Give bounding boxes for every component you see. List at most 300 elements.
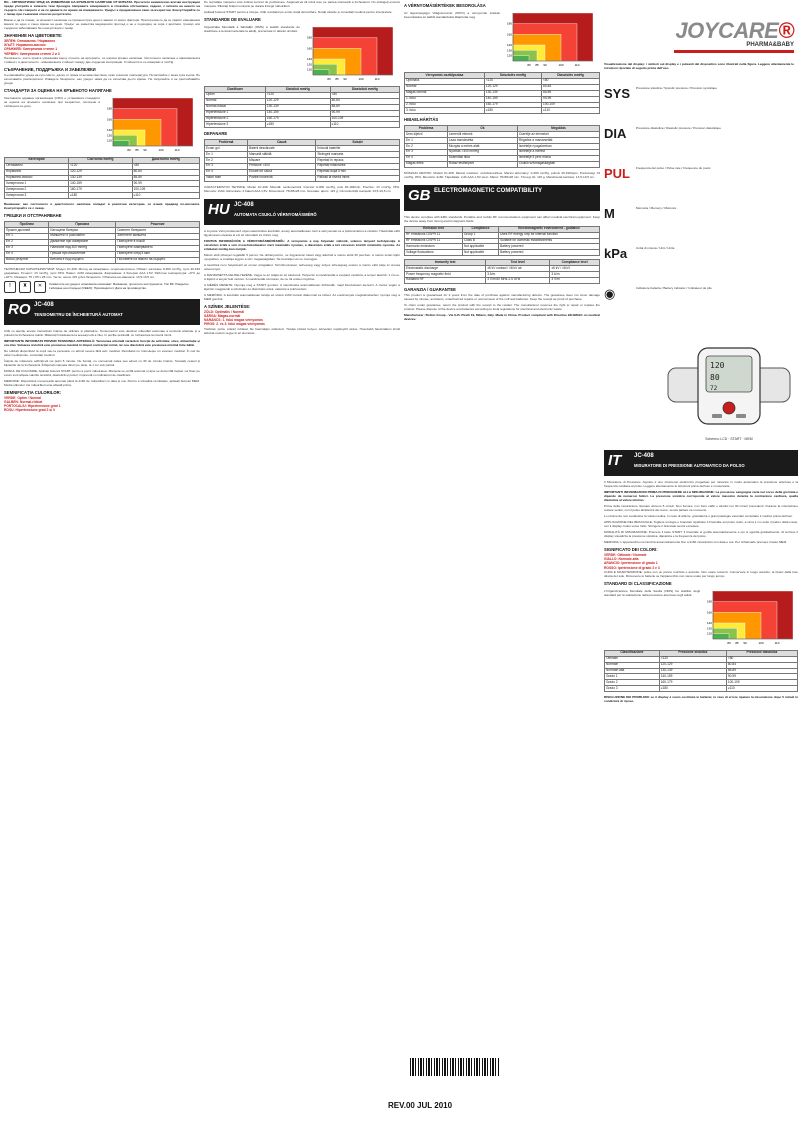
cell: Power frequency magnetic field — [405, 272, 486, 278]
battery-text: Indicatore batteria / Battery indicator / Indicateur de pile — [636, 286, 712, 290]
th: Clasificare — [205, 87, 266, 93]
cell: Grado 3 — [605, 686, 660, 692]
it-section-title: STANDARD DI CLASSIFICAZIONE — [604, 580, 672, 586]
cell: Ridicați la nivelul inimii — [316, 175, 400, 181]
y-tick-label: 120 — [306, 67, 312, 72]
column-bg-section — [4, 0, 200, 1146]
cell: 85-89 — [330, 104, 399, 110]
x-tick-label: 80 — [727, 640, 731, 645]
th: Diastolică mmHg — [330, 87, 399, 93]
logo-brand-a: JOYCARE — [675, 18, 779, 43]
pul-text: Frequenza del polso / Pulse rate / Fréquence du pouls — [636, 166, 711, 170]
column-hu-gb — [404, 0, 600, 1146]
hu-band-title: AUTOMATA CSUKLÓ VÉRNYOMÁSMÉRŐ — [234, 211, 317, 217]
cell: Err 4 — [5, 251, 49, 257]
logo-brand — [674, 18, 794, 44]
y-tick-label: 180 — [306, 35, 312, 40]
cell: Ismételje 5 perc múlva — [517, 155, 599, 161]
cell: Празен дисплей — [5, 228, 49, 234]
th: Szisztolés mmHg — [484, 73, 541, 79]
guarantee-title: GARANZIA / GUARANTEE — [404, 286, 456, 292]
x-tick-label: 90 — [143, 147, 147, 152]
ro-para-4: Înainte de măsurare odihniți-vă cel puțin 5 minute. Nu fumați, nu consumați cafea sau alcool cu 30 de minute înainte. Scoateți ceasul și bijuteriile de la încheietură. Înfășurați manșeta direct pe piele, la 1 cm sub palmă. — [4, 358, 200, 367]
cell: Normale-alta — [605, 668, 660, 674]
sys-text: Pressione sistolica / Systolic pressure / Pression systolique — [636, 86, 717, 90]
cell: Изтощени батерии — [49, 228, 116, 234]
cell: Hipertensiune 1 — [205, 110, 266, 116]
cell: Optim — [205, 92, 266, 98]
cell: Manșetă slăbită — [248, 152, 316, 158]
cell: ≥180 — [265, 122, 330, 128]
cell: Хипертония 1 — [5, 181, 69, 187]
x-tick-label: 90 — [343, 77, 347, 81]
th: Probléma — [405, 126, 448, 132]
cell: Lemerült elemek — [447, 132, 517, 138]
bg-warn-0: ЗЕЛЕН: Оптимално / Нормално — [4, 39, 56, 43]
th: Категория — [5, 157, 69, 163]
it-para-3: Prima della misurazione riposare almeno 5 minuti. Non fumare, non bere caffè o alcolici nei 30 minuti precedenti. Durante la misurazione restare seduti, con il polso all'altezza del cuore, senza parlare né muoversi. — [604, 504, 798, 512]
hu-para-5: A MANDZSETTA FELHELYEZÉSE: Vegye le az óráját és az ékszereit. Helyezze a mandzsettát a csupasz csuklóra, a tenyér alatt kb. 1 cm-re. A kijelző a tenyér felé nézzen. A mandzsettát szorosan, de ne túl erősen rögzítse. — [204, 272, 400, 281]
logo-tag: PHARMA&BABY — [746, 42, 794, 48]
cell: 80-84 — [132, 169, 199, 175]
th: Решение — [116, 222, 200, 228]
cell: Uses RF energy only for internal function — [499, 232, 600, 238]
display-legend — [604, 86, 798, 326]
legend-row — [604, 86, 798, 126]
cell: Ecran gol — [205, 146, 248, 152]
y-tick-label: 140 — [506, 43, 512, 47]
th: Immunity test — [405, 260, 486, 266]
gb-lang-code: GB — [408, 186, 431, 204]
th: Compliance level — [550, 260, 600, 266]
cell: ≥180 — [69, 193, 133, 199]
it-chart-note: L'Organizzazione Mondiale della Sanità (OMS) ha stabilito degli standard per la valutazione della pressione arteriosa negli adulti. — [604, 588, 700, 597]
bp-chart-it — [703, 589, 795, 647]
cell: ≥110 — [132, 193, 199, 199]
hu-section: A VÉRNYOMÁSÉRTÉKEK BESOROLÁSA — [404, 3, 486, 8]
bg-intro-2: Важно е да се помни, че кръвното налягане се променя през деня и зависи от много фактори. Препоръчва се да се правят измервания винаги по едно и също време на деня. Уредът не замества медицински преглед и не е подходящ за хора с аритмия, тремор или сърдечни заболявания без консултация с лекар. — [4, 18, 200, 30]
cell: 3 A/m — [486, 272, 550, 278]
cell: 90-99 — [132, 181, 199, 187]
cell: 140-159 — [69, 181, 133, 187]
device-caption: Schermo LCD · START · MEM — [705, 437, 753, 441]
cell: Strângeți manșeta — [316, 152, 400, 158]
cell: Group 1 — [462, 232, 498, 238]
cell: Повторете измерването — [116, 245, 200, 251]
hu-error-table — [404, 125, 600, 167]
bf-type-icon: ♜ — [19, 281, 31, 293]
cell: 100-109 — [330, 116, 399, 122]
cell: 80-84 — [542, 84, 600, 90]
hu-warn-3: PIROS: 2. és 3. fokú magas vérnyomás — [204, 322, 265, 327]
table-row — [405, 108, 600, 114]
cell: Err 4 — [205, 169, 248, 175]
cell: Err 4 — [405, 155, 448, 161]
x-tick-label: 100 — [558, 63, 564, 67]
emc-immunity-table — [404, 259, 600, 284]
bg-symbols — [4, 281, 200, 293]
cell: ±6 kV contact / ±8 kV air — [486, 266, 550, 272]
cell: ≥110 — [726, 686, 797, 692]
table-row — [405, 161, 600, 167]
cell: 90-99 — [330, 110, 399, 116]
y-tick-label: 130 — [306, 62, 312, 67]
hu-chart-note: Az Egészségügyi Világszervezet (WHO) a vérnyomás értékek besorolására az alábbi standardokat állapította meg. — [404, 11, 500, 19]
cell: Rögzítse a mandzsettát — [517, 138, 599, 144]
y-tick-label: 130 — [706, 626, 712, 631]
x-tick-label: 85 — [735, 640, 739, 645]
sys-label: SYS — [604, 86, 631, 101]
x-tick-label: 110 — [374, 77, 380, 81]
table-row — [405, 250, 600, 256]
cell: Csukló szívmagasságban — [517, 161, 599, 167]
cell: 2. fokú — [405, 102, 485, 108]
cell: 85-89 — [542, 90, 600, 96]
cell: Затегнете маншета — [116, 233, 200, 239]
cell: Grado 1 — [605, 674, 660, 680]
x-tick-label: 110 — [774, 640, 780, 645]
th: Emission test — [405, 226, 463, 232]
ro-para-3: Nu utilizați dispozitivul la copii sau la persoane cu aritmii severe fără aviz medical. Rezultatul nu înlocuiește un examen medical. În caz de valori neobișnuite, consultați medicul. — [4, 348, 200, 357]
cell: <120 — [659, 656, 726, 662]
cell: 90-99 — [542, 96, 600, 102]
hu-para-2: FONTOS INFORMÁCIÓK A VÉRNYOMÁSMÉRÉSRŐL: A vérnyomás a nap folyamán változik, számos tényező befolyásolja. A szisztolés érték a szív összehúzódásakor mért maximális nyomás, a diasztolés érték a két szívverés közötti minimális nyomás. Az értékeket mmHg-ban mérjük. — [204, 238, 400, 251]
bp-chart-svg — [103, 96, 195, 154]
cell: 130-139 — [69, 175, 133, 181]
th: Classificazione — [605, 650, 660, 656]
ro-chart-note: Organizația Mondială a Sănătății (OMS) a stabilit standarde de clasificare a tensiunii arteriale la adulți, prezentate în tabelul următor. — [204, 25, 300, 33]
it-para-9: RISOLUZIONE DEI PROBLEMI: se il display è vuoto sostituire le batterie; in caso di errore ripetere la misurazione dopo 5 minuti in condizioni di riposo. — [604, 695, 798, 704]
x-tick-label: 80 — [327, 77, 331, 81]
cell: Ismételje nyugalomban — [517, 144, 599, 150]
cell: Class B — [462, 238, 498, 244]
cell: <120 — [484, 78, 541, 84]
hu-warn-1: SÁRGA: Magas-normál — [204, 313, 241, 318]
barcode — [410, 1058, 500, 1076]
cell: Üres kijelző — [405, 132, 448, 138]
device-illustration — [664, 340, 794, 443]
hu-warn-2: NARANCS: 1. fokú magas vérnyomás — [204, 318, 263, 323]
logo-bar — [674, 50, 794, 53]
cell: Normal-ridicat — [205, 104, 266, 110]
y-tick-label: 120 — [106, 138, 112, 143]
cell: Înlocuiți bateriile — [316, 146, 400, 152]
th: Диастолно mmHg — [132, 157, 199, 163]
column-ro-hu — [204, 0, 400, 1146]
bg-para-4: Съхранявайте уреда на сухо място, далеч от пряка слънчева светлина, прах и високи температури. Почиствайте с мека суха кърпа. Не използвайте разтворители. Извадете батериите, ако уредът няма да се използва дълго време. Не изпускайте и не разглобявайте уреда. — [4, 72, 200, 85]
cell: Laza mandzsetta — [447, 138, 517, 144]
cell: 160-179 — [484, 102, 541, 108]
ro-section-1: STANDARDE DE EVALUARE — [204, 17, 261, 22]
y-tick-label: 130 — [506, 48, 512, 53]
x-tick-label: 100 — [358, 77, 364, 81]
bg-warn-title: ЗНАЧЕНИЕ НА ЦВЕТОВЕТЕ: — [4, 33, 63, 38]
bg-class-table — [4, 157, 200, 199]
bg-spec: ТЕХНИЧЕСКИ ХАРАКТЕРИСТИКИ: Модел JC-408. Метод на измерване: осцилометричен. Обхват: налягане 0-300 mmHg, пулс 40-199 удара/мин. Точност: ±3 mmHg, пулс ±5%. Памет: 2x60 измервания. Захранване: 2 батерии AAA 1,5V. Работна температура: +5°C до +40°C. Размери: 75 x 65 x 28 mm. Тегло: около 115 g без батериите. Обиколка на маншета: 13,5-19,5 cm. — [4, 266, 200, 279]
it-para-4: Lo strumento non sostituisce la visita medica. In caso di aritmie, gravidanza o gravi patologie vascolari consultare il medico prima dell'uso. — [604, 514, 793, 518]
x-tick-label: 110 — [174, 147, 180, 152]
zone-optimal — [313, 70, 329, 75]
cell: Optimális — [405, 78, 485, 84]
gb-header-band — [404, 185, 600, 211]
cell: 120-129 — [69, 169, 133, 175]
gb-band-title: ELECTROMAGNETIC COMPATIBILITY — [434, 187, 543, 194]
hu-model: JC-408 — [234, 201, 254, 208]
table-row — [5, 257, 200, 263]
it-warn-title: SIGNIFICATO DEI COLORI: — [604, 547, 658, 552]
it-warn-3: ROSSO: Ipertensione di grado 2 e 3 — [604, 565, 660, 570]
cell: Eroare de calcul — [248, 169, 316, 175]
cell: Err 3 — [205, 163, 248, 169]
cell: RF emissions CISPR 11 — [405, 232, 463, 238]
legend-row — [604, 166, 798, 206]
ro-para-2: IMPORTANTE INFORMAȚII PRIVIND TENSIUNEA ARTERIALĂ: Tensiunea arterială variază în funcție de activitate, stres, alimentație și ora zilei. Valoarea sistolică este presiunea maximă în timpul contracției inimii, iar cea diastolică este presiunea minimă între bătăi. — [4, 338, 200, 347]
cell: Err 3 — [5, 245, 49, 251]
it-intro: Visualizzazione del display: i simboli sul display e i pulsanti del dispositivo sono illustrati nella figura. Leggere attentamente le istruzioni riportate di seguito prima dell'uso. — [604, 62, 794, 70]
gb-para-1: This device complies with EMC standards. Portable and mobile RF communications equipment can affect medical electrical equipment. Keep the device away from strong electromagnetic fields. — [404, 214, 600, 223]
y-tick-label: 180 — [106, 106, 112, 111]
battery-label: ◉ — [604, 286, 616, 301]
x-tick-label: 80 — [527, 63, 531, 67]
cell: 120-129 — [265, 98, 330, 104]
cell: <120 — [69, 163, 133, 169]
cell: 130-139 — [484, 90, 541, 96]
ro-warn-0: VERDE: Optim / Normal — [4, 395, 42, 400]
th: Pressione diastolica — [726, 650, 797, 656]
cell: Grado 2 — [605, 680, 660, 686]
x-tick-label: 90 — [543, 63, 547, 67]
bp-chart-hu — [503, 11, 595, 69]
cell: Err 1 — [205, 152, 248, 158]
y-tick-label: 140 — [106, 127, 112, 132]
table-row — [5, 193, 200, 199]
it-para-2: IMPORTANTI INFORMAZIONI PRIMA DI PROCEDERE ALLA MISURAZIONE: La pressione sanguigna varia nel corso della giornata e dipende da numerosi fattori. La pressione sistolica corrisponde al valore massimo durante la contrazione cardiaca, quella diastolica al valore minimo. — [604, 490, 798, 502]
bg-warn-2: ОРАНЖЕВ: Хипертония степен 1 — [4, 47, 58, 52]
hu-warn-0: ZÖLD: Optimális / Normál — [204, 309, 245, 314]
th: Sistolică mmHg — [265, 87, 330, 93]
table-row — [405, 277, 600, 283]
bg-para-5: Внимание: ако систолното и диастолното налягане попадат в различни категории, се взема предвид по-високата. Консултирайте се с лекар. — [4, 202, 200, 211]
cell: Хипертония 2 — [5, 187, 69, 193]
y-tick-label: 130 — [106, 133, 112, 138]
cell: Нормално — [5, 169, 69, 175]
ro-spec: CARACTERISTICI TEHNICE: Model JC-408. Metodă: oscilometrică. Interval: 0-300 mmHg, puls 40-199/min. Precizie: ±3 mmHg, ±5%. Memorie: 2x60. Alimentare: 2 baterii AAA 1,5V. Dimensiuni: 75x65x28 mm. Greutate: aprox. 115 g. Circumferință manșetă: 13,5-19,5 cm. — [204, 184, 400, 193]
x-tick-label: 85 — [535, 63, 539, 67]
cell: Движение при измерване — [49, 239, 116, 245]
mem-text: Memoria / Memory / Mémoire — [636, 206, 677, 210]
cell: Оптимално — [5, 163, 69, 169]
cell: Сменете батериите — [116, 228, 200, 234]
cell: 3 V/m — [550, 277, 600, 283]
cell: 80-84 — [330, 98, 399, 104]
hu-para-8: Tisztítás: puha, száraz ruhával. Ne használjon oldószert. Tárolja száraz helyen, közvetlen napfénytől védve. Hosszabb használaton kívüli időszak esetén vegye ki az elemeket. — [204, 326, 400, 335]
gb-para-4: Manufacturer: Bolton Group - Via G.B. Pirelli 19, Milano, Italy. Made in China. Product compliant with Directive 93/42/EEC on medical devices. — [404, 312, 600, 321]
cell: 100-109 — [132, 187, 199, 193]
it-para-1: Il Misuratore di Pressione Joycare è uno strumento elettronico progettato per misurare in modo automatico la pressione arteriosa e la frequenza cardiaca al polso. Leggere attentamente le istruzioni prima dell'uso e conservarle. — [604, 480, 798, 488]
kpa-text: Unità di misura / Unit / Unité — [636, 246, 675, 250]
zone-optimal — [713, 633, 729, 638]
cell: Ottimale — [605, 656, 660, 662]
y-tick-label: 160 — [506, 32, 512, 37]
cell: Not applicable — [462, 244, 498, 250]
cell: Hipertensiune 3 — [205, 122, 266, 128]
y-tick-label: 160 — [706, 610, 712, 615]
th: Problemă — [205, 140, 248, 146]
legend-row — [604, 206, 798, 246]
th: Diasztolés mmHg — [542, 73, 600, 79]
hu-para-4: A készülék nem helyettesíti az orvosi vizsgálatot. Szívritmuszavar, terhesség vagy súlyos érbetegség esetén a mérés előtt kérje ki orvosa véleményét. — [204, 262, 400, 271]
cell: Not applicable — [462, 250, 498, 256]
hu-para-3: Mérés előtt pihenjen legalább 5 percet. Ne dohányozzon, ne fogyasszon kávét vagy alkoholt a mérés előtti 30 percben. A mérés során üljön nyugodtan, a csuklója legyen a szív magasságában. Ne beszéljen és ne mozogjon. — [204, 252, 400, 261]
cell: Нормално-високо — [5, 175, 69, 181]
ro-model: JC-408 — [34, 301, 54, 308]
it-model: JC-408 — [634, 453, 654, 459]
cell: 160-179 — [69, 187, 133, 193]
cell: Rossz testhelyzet — [447, 161, 517, 167]
cell: 130-139 — [265, 104, 330, 110]
svg-text:120: 120 — [710, 361, 725, 370]
cell: 80-84 — [726, 662, 797, 668]
ro-warn-3: ROȘU: Hipertensiune grad 2 și 3 — [4, 408, 55, 413]
gb-para-3: To claim under guarantee, return the product with the receipt to the retailer. The manufacturer reserves the right to repair or replace the product. Please dispose of the device and batteries according to local regulations for electrical and electronic waste. — [404, 302, 600, 311]
it-band-title: MISURATORE DI PRESSIONE AUTOMATICO DA POLSO — [634, 463, 745, 468]
ro-c2-para-1: Pe suprafața manșetei este indicat semnul de poziționare. Asigurați-vă că tubul iese pe partea interioară a încheieturii. Nu strângeți excesiv manșeta. Păstrați brațul nemișcat pe durata întregii măsurători. — [204, 0, 400, 8]
y-tick-label: 180 — [706, 599, 712, 604]
bg-warn-1: ЖЪЛТ: Нормално-високо — [4, 43, 46, 48]
svg-text:72: 72 — [710, 385, 718, 392]
ro-band-title: TENSIOMETRU DE ÎNCHEIETURĂ AUTOMAT — [34, 311, 123, 317]
cell: 100-109 — [726, 680, 797, 686]
th: Test level — [486, 260, 550, 266]
hu-para-6: A MÉRÉS MENETE: Nyomja meg a START gombot. A mandzsetta automatikusan felfúvódik, majd fokozatosan leereszt. A mérés végén a kijelzőn megjelenik a szisztolés és diasztolés érték, valamint a pulzusszám. — [204, 282, 400, 291]
cell: Repetați după 5 min — [316, 169, 400, 175]
hu-class-table — [404, 72, 600, 114]
cell: Normale — [605, 662, 660, 668]
ro-class-table — [204, 86, 400, 128]
hu-lang-code: HU — [208, 200, 230, 218]
zone-optimal — [513, 56, 529, 61]
x-tick-label: 90 — [743, 640, 747, 645]
bg-chart-note: Световната здравна организация (СЗО) е установила стандарти за оценка на кръвното налягане при възрастни, посочени в таблицата по-долу. — [4, 95, 100, 108]
it-class-table — [604, 650, 798, 692]
kpa-label: kPa — [604, 246, 628, 261]
hu-header-band — [204, 199, 400, 225]
cell: Magas érték — [405, 161, 448, 167]
cell: Налягане над 300 mmHg — [49, 245, 116, 251]
x-tick-label: 85 — [335, 77, 339, 81]
bg-intro-1: BG - АВТОМАТИЧЕН УРЕД ЗА ИЗМЕРВАНЕ НА КРЪВНОТО НАЛЯГАНЕ ОТ КИТКАТА. Прочетете внимателно всички инструкции преди употреба и запазете тази брошура. Направете измерването в спокойна обстановка, седнал, с китката на нивото на сърцето. Не говорете и не се движете по време на измерването. Уредът е предназначен само за възрастни. Консултирайте се с лекар при съмнения относно резултатите. — [4, 0, 200, 16]
pul-label: PUL — [604, 166, 630, 181]
cell: Cserélje az elemeket — [517, 132, 599, 138]
ro-warn-title: SEMNIFICAȚIA CULORILOR: — [4, 389, 62, 395]
cell: Err 1 — [405, 138, 448, 144]
ro-header-band — [4, 299, 200, 325]
gb-para-2: This product is guaranteed for 2 years from the date of purchase against manufacturing defects. The guarantee does not cover damage caused by misuse, accidents, unauthorized repairs or normal wear of the cuff and batteries. Keep the receipt as proof of purchase. — [404, 292, 600, 301]
y-tick-label: 160 — [306, 46, 312, 51]
bp-chart-svg — [503, 11, 595, 69]
cell: 140-159 — [265, 110, 330, 116]
cell: Поставете на нивото на сърцето — [116, 257, 200, 263]
it-lang-code: IT — [608, 452, 622, 469]
cell: Radiated RF — [405, 277, 486, 283]
ro-error-table — [204, 139, 400, 181]
ro-para-1: Citiți cu atenție aceste instrucțiuni înainte de utilizare și păstrați-le. Tensiometrul este destinat măsurării automate a tensiunii arteriale și a pulsului la încheietura mâinii. Măsurați întotdeauna la aceeași oră a zilei, în poziție șezândă, cu încheietura la nivelul inimii. — [4, 328, 200, 337]
joycare-logo — [674, 18, 794, 53]
cell: Грешка при изчисление — [49, 251, 116, 257]
cell: 3 V/m 80 MHz-2.5 GHz — [486, 277, 550, 283]
table-row — [605, 686, 798, 692]
bg-para-3: Налягането, което кръвта упражнява върху стените на артериите, се нарича кръвно налягане. Систолното налягане е максималната стойност, а диастолното - минималната стойност между две сърдечни контракции. Стойностите се измерват в mmHg. — [4, 55, 200, 64]
th: Cauză — [248, 140, 316, 146]
legend-row — [604, 246, 798, 286]
bg-section-title: СЪХРАНЕНИЕ, ПОДДРЪЖКА И ЗАБЕЛЕЖКИ — [4, 66, 96, 72]
cell: 85-89 — [132, 175, 199, 181]
cell: Repetați în repaus — [316, 158, 400, 164]
cell: Ismételje a mérést — [517, 149, 599, 155]
warning-icon: ! — [4, 281, 16, 293]
y-tick-label: 160 — [106, 117, 112, 122]
cell: <80 — [330, 92, 399, 98]
cell: Battery powered — [499, 250, 600, 256]
x-tick-label: 100 — [758, 640, 764, 645]
cell: 1. fokú — [405, 96, 485, 102]
cell: Hipertensiune 2 — [205, 116, 266, 122]
svg-text:80: 80 — [710, 373, 720, 382]
cell: 140-159 — [659, 674, 726, 680]
cell: <120 — [265, 92, 330, 98]
bp-chart-svg — [703, 589, 795, 647]
x-tick-label: 85 — [135, 147, 139, 152]
cell: Nyomás >300 mmHg — [447, 149, 517, 155]
cell: RF emissions CISPR 11 — [405, 238, 463, 244]
hu-err-title: HIBAELHÁRÍTÁS — [404, 117, 439, 123]
cell: 160-179 — [265, 116, 330, 122]
th: Vérnyomás osztályozása — [405, 73, 485, 79]
bg-errors-title: ГРЕШКИ И ОТСТРАНЯВАНЕ — [4, 213, 62, 219]
cell: 3 A/m — [550, 272, 600, 278]
it-para-7: MEMORIA: L'apparecchio memorizza automaticamente fino a 2x60 misurazioni con data e ora. Per richiamarle premere il tasto MEM. — [604, 540, 788, 544]
cell: Err 3 — [405, 149, 448, 155]
table-row — [205, 175, 400, 181]
ro-warn-2: PORTOCALIU: Hipertensiune grad 1 — [4, 403, 61, 408]
hu-warn-title: A SZÍNEK JELENTÉSE: — [204, 303, 251, 309]
cell: Normal — [205, 98, 266, 104]
cell: 140-159 — [484, 96, 541, 102]
cell: Mozgás a mérés alatt — [447, 144, 517, 150]
logo-brand-b: ® — [778, 18, 794, 43]
cell: Battery powered — [499, 244, 600, 250]
th: Electromagnetic environment - guidance — [499, 226, 600, 232]
it-section — [604, 444, 798, 705]
cell: Повторете в покой — [116, 239, 200, 245]
wrist-monitor-icon — [664, 340, 794, 432]
cell: <80 — [132, 163, 199, 169]
mem-label: M — [604, 206, 615, 221]
bp-chart-ro — [303, 25, 395, 83]
cell: Повторете след 5 мин — [116, 251, 200, 257]
cell: Magas-normál — [405, 90, 485, 96]
cell: 160-179 — [659, 680, 726, 686]
ro-lang-code: RO — [8, 300, 31, 318]
th: Ok — [447, 126, 517, 132]
legend-row — [604, 286, 798, 326]
x-tick-label: 100 — [158, 147, 164, 152]
cell: 120-129 — [484, 84, 541, 90]
bg-chart-section: СТАНДАРТИ ЗА ОЦЕНКА НА КРЪВНОТО НАЛЯГАНЕ — [4, 87, 112, 93]
emc-emission-table — [404, 226, 600, 257]
cell: 120-129 — [659, 662, 726, 668]
cell: ≥180 — [484, 108, 541, 114]
